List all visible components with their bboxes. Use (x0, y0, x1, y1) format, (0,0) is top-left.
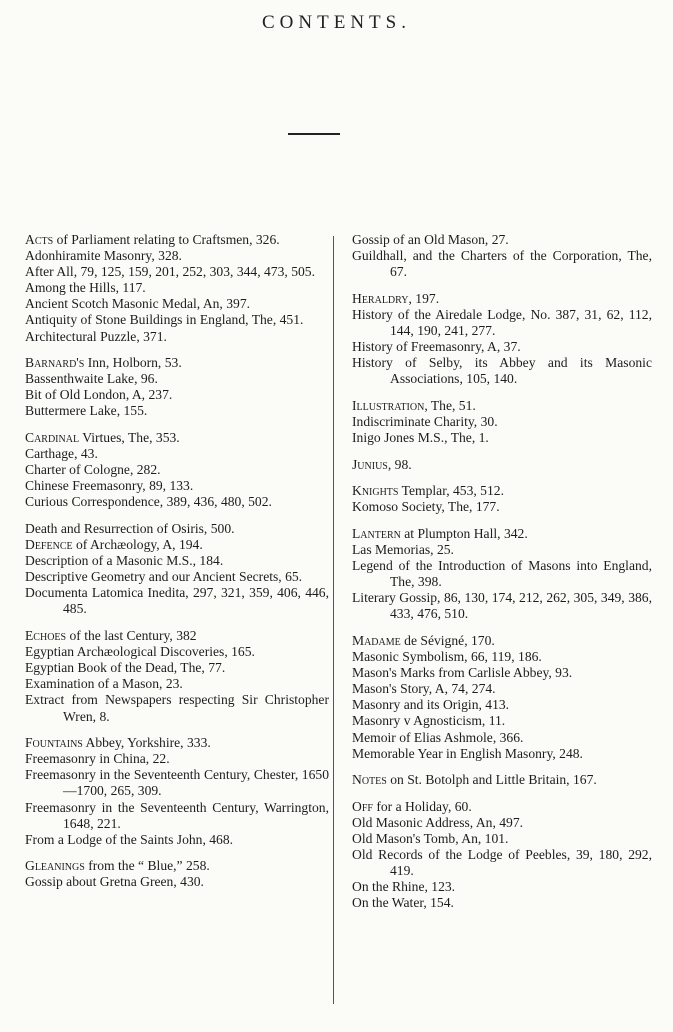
index-entry (352, 713, 652, 729)
index-group (25, 521, 329, 618)
entry-text: Freemasonry in the Seventeenth Century, Chester, 1650—1700, 265, 309. (25, 767, 329, 799)
entry-text: Mason's Marks from Carlisle Abbey, 93. (352, 665, 573, 681)
entry-lead-word: Off (352, 798, 373, 814)
index-entry (352, 847, 652, 879)
index-group (352, 483, 652, 515)
entry-text: Old Mason's Tomb, An, 101. (352, 831, 509, 846)
index-entry (25, 371, 329, 387)
index-entry (352, 414, 652, 430)
index-group (352, 526, 652, 623)
entry-lead-word: Lantern (352, 525, 401, 541)
index-entry (25, 446, 329, 462)
entry-text: Egyptian Archæological Discoveries, 165. (25, 644, 255, 660)
index-entry (25, 537, 329, 553)
entry-text: Guildhall, and the Charters of the Corporation, The, 67. (352, 248, 652, 280)
index-group (25, 355, 329, 419)
entry-text: History of the Airedale Lodge, No. 387, 31, 62, 112, 144, 190, 241, 277. (352, 306, 652, 338)
entry-text: Komoso Society, The, 177. (352, 499, 500, 515)
entry-text: Description of a Masonic M.S., 184. (25, 553, 224, 569)
index-entry (25, 387, 329, 403)
index-entry (25, 676, 329, 692)
entry-text: Curious Correspondence, 389, 436, 480, 502. (25, 494, 272, 510)
index-entry (352, 355, 652, 387)
title-rule (288, 133, 340, 135)
entry-text: Extract from Newspapers respecting Sir Christopher Wren, 8. (25, 692, 329, 724)
entry-text: , 197. (408, 290, 440, 306)
index-entry (25, 553, 329, 569)
entry-text: Charter of Cologne, 282. (25, 462, 161, 478)
index-entry (352, 499, 652, 515)
entry-text: History of Freemasonry, A, 37. (352, 339, 521, 355)
index-entry (25, 403, 329, 419)
entry-text: Inigo Jones M.S., The, 1. (352, 430, 489, 446)
entry-text: Examination of a Mason, 23. (25, 676, 183, 692)
index-entry (25, 521, 329, 537)
index-entry (352, 307, 652, 339)
index-entry (25, 280, 329, 296)
index-entry (352, 831, 652, 847)
index-entry (352, 649, 652, 665)
index-entry (25, 248, 329, 264)
index-entry (352, 799, 652, 815)
entry-text: , The, 51. (424, 397, 476, 413)
entry-text: Mason's Story, A, 74, 274. (352, 681, 496, 697)
entry-text: Gossip about Gretna Green, 430. (25, 874, 204, 890)
entry-lead-word: Knights (352, 483, 399, 499)
entry-text: Bit of Old London, A, 237. (25, 387, 173, 403)
index-group (352, 457, 652, 473)
index-group (25, 628, 329, 725)
entry-lead-word: Madame (352, 632, 401, 648)
column-divider (333, 236, 334, 1004)
entry-text: of Parliament relating to Craftsmen, 326. (53, 232, 280, 247)
entry-text: Freemasonry in the Seventeenth Century, Warrington, 1648, 221. (25, 799, 329, 831)
entry-text: Masonry and its Origin, 413. (352, 697, 510, 713)
index-column-left (25, 232, 329, 901)
entry-text: On the Water, 154. (352, 895, 454, 911)
entry-text: Bassenthwaite Lake, 96. (25, 371, 158, 387)
entry-text: Adonhiramite Masonry, 328. (25, 248, 182, 264)
index-entry (352, 542, 652, 558)
entry-lead-word: Illustration (352, 397, 425, 413)
entry-text: On the Rhine, 123. (352, 879, 456, 895)
index-group (25, 735, 329, 848)
entry-text: Memoir of Elias Ashmole, 366. (352, 729, 524, 745)
index-entry (25, 329, 329, 345)
entry-text: Ancient Scotch Masonic Medal, An, 397. (25, 296, 251, 312)
index-group (25, 232, 329, 345)
index-entry (25, 735, 329, 751)
entry-text: Among the Hills, 117. (25, 280, 146, 296)
index-entry (352, 730, 652, 746)
entry-text: Chinese Freemasonry, 89, 133. (25, 478, 194, 494)
index-entry (25, 264, 329, 280)
index-entry (25, 569, 329, 585)
index-entry (25, 692, 329, 724)
index-entry (25, 462, 329, 478)
index-group (25, 858, 329, 890)
index-entry (25, 494, 329, 510)
index-group (352, 633, 652, 762)
index-entry (25, 660, 329, 676)
index-entry (352, 665, 652, 681)
index-entry (352, 248, 652, 280)
entry-text: Old Masonic Address, An, 497. (352, 814, 524, 830)
index-entry (25, 232, 329, 248)
entry-lead-word: Barnard's (25, 355, 85, 371)
entry-text: Documenta Latomica Inedita, 297, 321, 359, 406, 446, 485. (25, 585, 329, 617)
index-entry (352, 879, 652, 895)
index-entry (25, 430, 329, 446)
entry-text: Antiquity of Stone Buildings in England, The, 451. (25, 312, 304, 328)
index-entry (25, 296, 329, 312)
entry-text: Death and Resurrection of Osiris, 500. (25, 521, 235, 536)
index-entry (352, 633, 652, 649)
entry-text: Descriptive Geometry and our Ancient Secrets, 65. (25, 569, 303, 585)
entry-text: Egyptian Book of the Dead, The, 77. (25, 660, 226, 676)
entry-text: Las Memorias, 25. (352, 542, 454, 557)
index-entry (352, 590, 652, 622)
entry-lead-word: Junius (352, 456, 388, 472)
index-entry (352, 291, 652, 307)
entry-text: at Plumpton Hall, 342. (400, 525, 528, 541)
index-entry (352, 483, 652, 499)
index-entry (352, 430, 652, 446)
index-entry (352, 697, 652, 713)
index-entry (25, 858, 329, 874)
entry-lead-word: Echoes (25, 628, 67, 644)
index-entry (25, 874, 329, 890)
index-entry (25, 751, 329, 767)
index-group (352, 291, 652, 388)
entry-text: From a Lodge of the Saints John, 468. (25, 831, 234, 847)
entry-text: Masonry v Agnosticism, 11. (352, 713, 506, 729)
index-entry (352, 772, 652, 788)
entry-text: Memorable Year in English Masonry, 248. (352, 745, 583, 761)
entry-text: of Archæology, A, 194. (72, 537, 203, 553)
entry-text: Inn, Holborn, 53. (84, 355, 182, 371)
entry-lead-word: Heraldry (352, 290, 409, 306)
entry-lead-word: Notes (352, 772, 387, 788)
entry-text: de Sévigné, 170. (400, 632, 495, 648)
entry-lead-word: Fountains (25, 735, 83, 751)
index-entry (25, 800, 329, 832)
index-entry (352, 339, 652, 355)
index-group (352, 398, 652, 446)
index-entry (25, 355, 329, 371)
entry-text: Legend of the Introduction of Masons into England, The, 398. (352, 558, 652, 590)
entry-text: , 98. (387, 456, 412, 472)
index-entry (352, 681, 652, 697)
entry-text: Buttermere Lake, 155. (25, 403, 148, 419)
entry-text: Old Records of the Lodge of Peebles, 39, 180, 292, 419. (352, 847, 652, 879)
entry-text: for a Holiday, 60. (372, 798, 472, 814)
entry-text: Virtues, The, 353. (79, 430, 180, 446)
entry-text: Masonic Symbolism, 66, 119, 186. (352, 649, 542, 665)
index-group (352, 799, 652, 912)
index-entry (352, 398, 652, 414)
entry-lead-word: Gleanings (25, 858, 85, 874)
entry-text: Literary Gossip, 86, 130, 174, 212, 262, 305, 349, 386, 433, 476, 510. (352, 590, 652, 622)
index-entry (352, 558, 652, 590)
index-entry (352, 457, 652, 473)
entry-text: Carthage, 43. (25, 446, 98, 462)
entry-text: from the “ Blue,” 258. (84, 858, 210, 874)
index-group (352, 772, 652, 788)
entry-text: Templar, 453, 512. (398, 483, 504, 499)
index-entry (25, 767, 329, 799)
index-column-right (352, 232, 652, 922)
entry-text: Gossip of an Old Mason, 27. (352, 232, 509, 247)
entry-text: After All, 79, 125, 159, 201, 252, 303, 344, 473, 505. (25, 264, 315, 280)
entry-text: on St. Botolph and Little Britain, 167. (386, 772, 597, 788)
index-entry (25, 628, 329, 644)
index-group (25, 430, 329, 510)
entry-text: Abbey, Yorkshire, 333. (82, 735, 211, 751)
index-entry (352, 815, 652, 831)
entry-lead-word: Defence (25, 537, 73, 553)
entry-text: Freemasonry in China, 22. (25, 751, 170, 767)
index-entry (25, 478, 329, 494)
index-entry (352, 526, 652, 542)
index-entry (352, 895, 652, 911)
entry-text: History of Selby, its Abbey and its Masonic Associations, 105, 140. (352, 355, 652, 387)
index-entry (25, 832, 329, 848)
index-group (352, 232, 652, 280)
index-entry (352, 232, 652, 248)
entry-lead-word: Cardinal (25, 430, 80, 446)
index-entry (25, 585, 329, 617)
entry-text: of the last Century, 382 (66, 628, 197, 644)
index-entry (25, 312, 329, 328)
entry-lead-word: Acts (25, 232, 54, 247)
index-entry (352, 746, 652, 762)
entry-text: Indiscriminate Charity, 30. (352, 413, 498, 429)
page-title: CONTENTS. (262, 12, 411, 33)
index-entry (25, 644, 329, 660)
entry-text: Architectural Puzzle, 371. (25, 328, 167, 344)
